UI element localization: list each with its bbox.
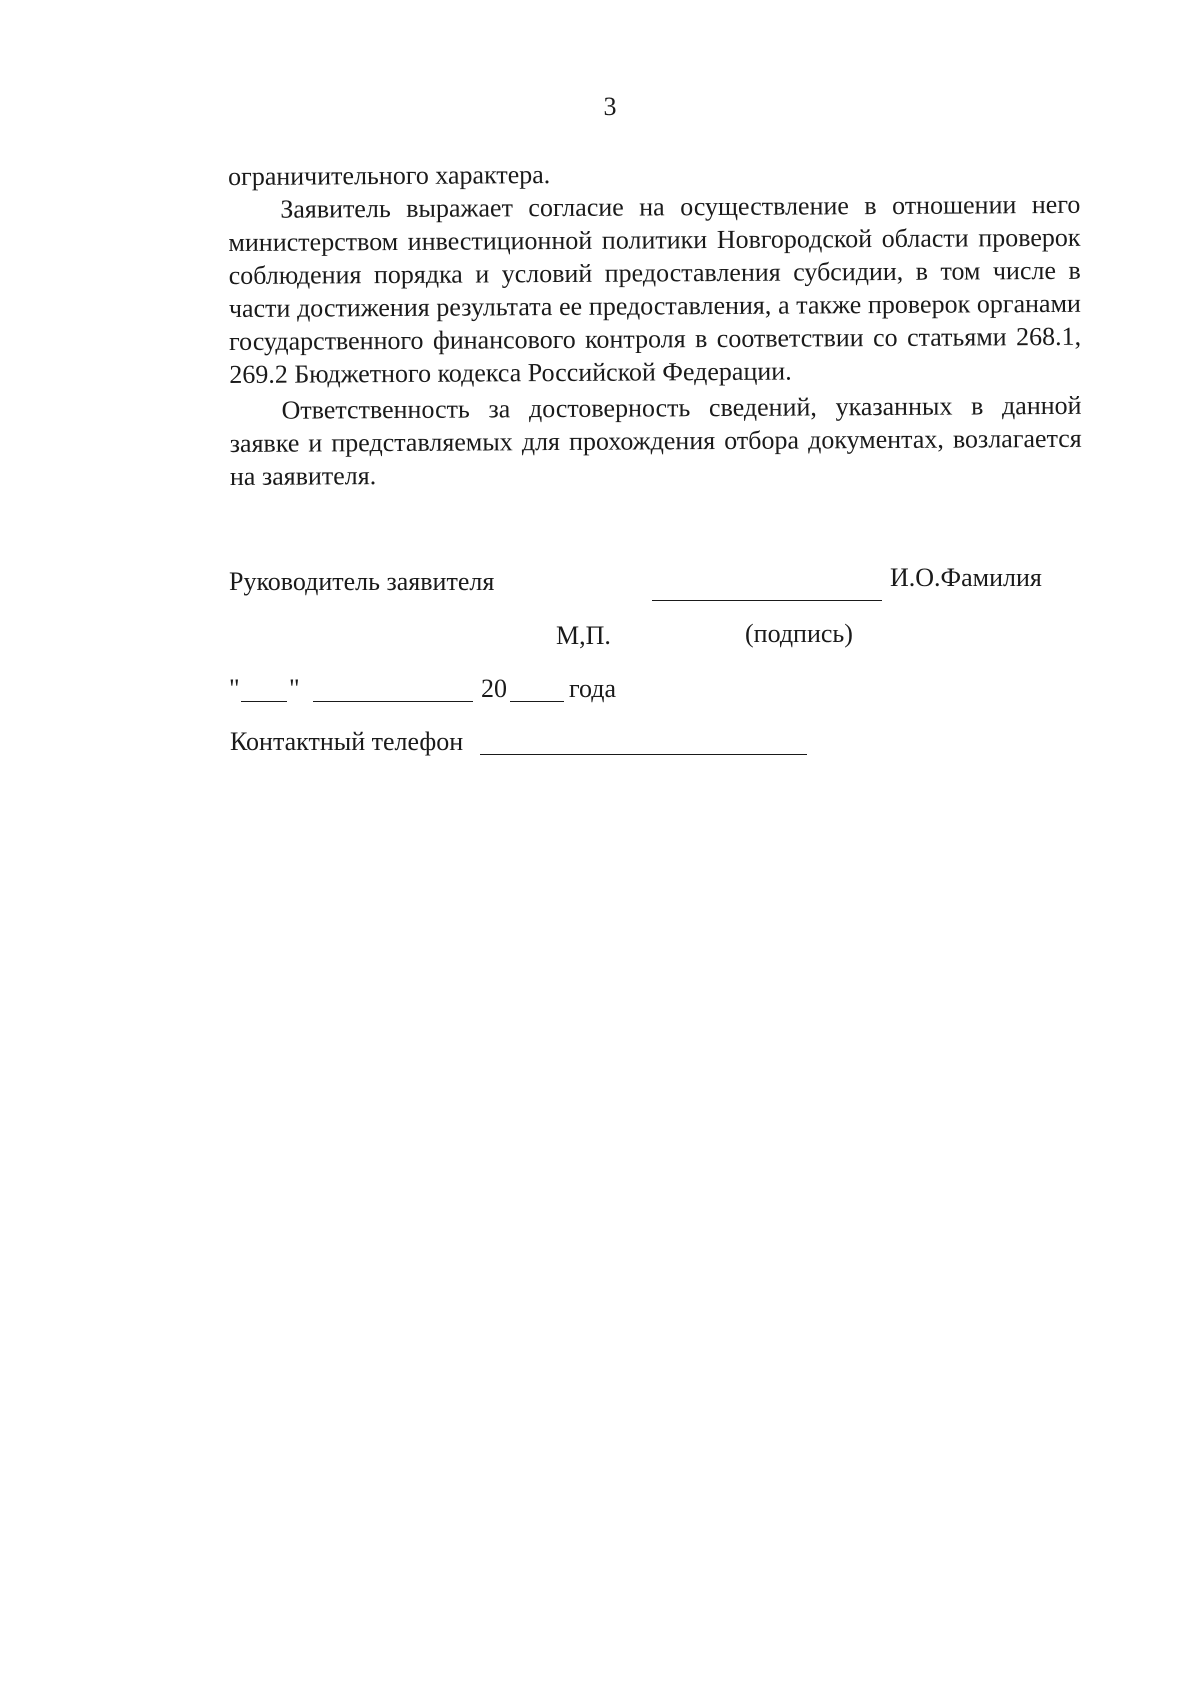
- month-blank[interactable]: [313, 701, 473, 702]
- date-close-quote: ": [289, 674, 300, 703]
- day-blank[interactable]: [241, 701, 287, 702]
- year-prefix: 20: [481, 674, 507, 703]
- signature-caption: (подпись): [745, 619, 853, 648]
- document-body: [228, 155, 1082, 493]
- page-number: 3: [603, 92, 617, 121]
- paragraph-responsibility: Ответственность за достоверность сведений, указанных в данной заявке и представляемых для прохождения отбора документах, возлагается на заявителя.: [229, 390, 1082, 491]
- paragraph-consent: Заявитель выражает согласие на осуществление в отношении него министерством инвестиционной политики Новгородской области проверок соблюдения порядка и условий предоставления субсидии, в том числе в части достижения результата ее предоставления, а также проверок органами государственного финансового контроля в соответствии со статьями 268.1, 269.2 Бюджетного кодекса Российской Федерации.: [228, 189, 1082, 389]
- year-blank[interactable]: [510, 701, 564, 702]
- date-open-quote: ": [229, 674, 240, 703]
- seal-label: М,П.: [556, 621, 611, 650]
- contact-phone-label: Контактный телефон: [230, 727, 464, 756]
- signature-line[interactable]: [652, 600, 882, 601]
- contact-phone-blank[interactable]: [480, 754, 807, 755]
- year-suffix: года: [569, 674, 617, 703]
- paragraph-continuation: ограничительного характера.: [228, 160, 551, 191]
- name-placeholder: И.О.Фамилия: [890, 563, 1042, 592]
- head-of-applicant-label: Руководитель заявителя: [229, 567, 495, 596]
